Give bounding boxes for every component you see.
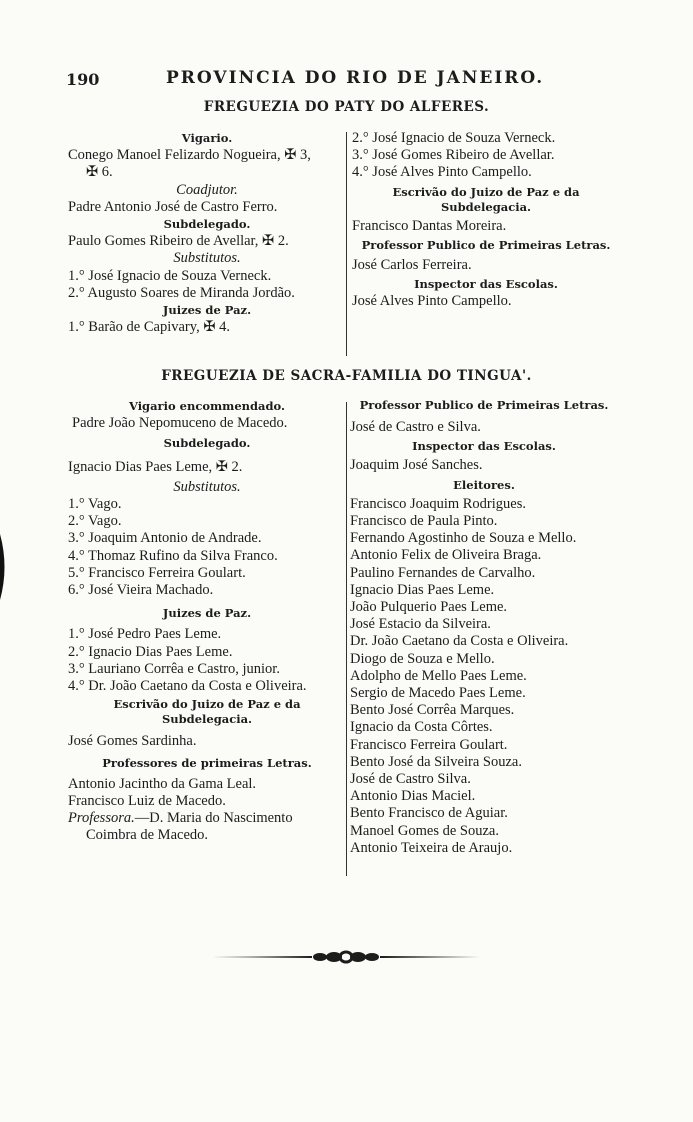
coadjutor-name: Padre Antonio José de Castro Ferro. <box>68 198 278 215</box>
section1-right-column <box>352 130 620 310</box>
list-item: 4.° Thomaz Rufino da Silva Franco. <box>68 547 278 564</box>
column-rule <box>346 402 347 876</box>
list-item: 2.° José Ignacio de Souza Verneck. <box>352 130 556 146</box>
list-item: Francisco Luiz de Macedo. <box>68 792 226 809</box>
list-item: Antonio Felix de Oliveira Braga. <box>350 547 542 564</box>
vigario-name-cont: ✠ 6. <box>86 164 113 181</box>
list-item: José Estacio da Silveira. <box>350 616 491 633</box>
professor-heading: Professor Publico de Primeiras Letras. <box>359 398 609 412</box>
running-title: PROVINCIA DO RIO DE JANEIRO. <box>166 68 545 88</box>
vigario-heading: Vigario encommendado. <box>128 399 286 413</box>
list-item: Manoel Gomes de Souza. <box>350 822 499 839</box>
binding-shadow <box>0 534 10 600</box>
column-rule <box>346 132 347 356</box>
professora-line <box>68 810 346 827</box>
ornament-divider <box>212 948 480 966</box>
list-item: Adolpho de Mello Paes Leme. <box>350 667 527 684</box>
section2-title: FREGUEZIA DE SACRA-FAMILIA DO TINGUA'. <box>161 368 532 384</box>
list-item: 1.° Barão de Capivary, ✠ 4. <box>68 319 230 336</box>
list-item: Sergio de Macedo Paes Leme. <box>350 685 526 702</box>
list-item: Paulino Fernandes de Carvalho. <box>350 564 536 581</box>
juizes-heading: Juizes de Paz. <box>162 606 252 621</box>
list-item: Dr. João Caetano da Costa e Oliveira. <box>350 633 569 650</box>
subdelegado-heading: Subdelegado. <box>163 436 251 451</box>
list-item: Bento José Corrêa Marques. <box>350 702 515 719</box>
list-item: Diogo de Souza e Mello. <box>350 650 495 667</box>
coadjutor-heading: Coadjutor. <box>176 181 238 198</box>
inspector-name: José Alves Pinto Campello. <box>352 293 512 310</box>
list-item: Bento José da Silveira Souza. <box>350 753 522 770</box>
list-item: Antonio Jacintho da Gama Leal. <box>68 775 257 792</box>
list-item: Francisco de Paula Pinto. <box>350 513 498 530</box>
list-item: 1.° José Pedro Paes Leme. <box>68 626 222 643</box>
list-item: 3.° Lauriano Corrêa e Castro, junior. <box>68 660 280 677</box>
list-item: 3.° José Gomes Ribeiro de Avellar. <box>352 147 555 164</box>
professor-name: José de Castro e Silva. <box>350 419 481 435</box>
list-item: João Pulquerio Paes Leme. <box>350 599 508 616</box>
inspector-heading: Inspector das Escolas. <box>412 439 556 454</box>
eleitores-heading: Eleitores. <box>453 477 515 492</box>
list-item: 1.° Vago. <box>68 496 122 513</box>
list-item: 1.° José Ignacio de Souza Verneck. <box>68 267 272 284</box>
substitutos-heading: Substitutos. <box>173 250 241 267</box>
list-item: 2.° Augusto Soares de Miranda Jordão. <box>68 284 295 301</box>
professora-name: —D. Maria do Nascimento <box>134 810 293 827</box>
inspector-name: Joaquim José Sanches. <box>350 457 483 474</box>
list-item: Francisco Ferreira Goulart. <box>350 736 508 753</box>
list-item: 2.° Vago. <box>68 513 122 530</box>
section2-right-column <box>350 398 618 857</box>
list-item: Antonio Dias Maciel. <box>350 788 476 805</box>
escrivao-name: José Gomes Sardinha. <box>68 733 197 750</box>
professor-name: José Carlos Ferreira. <box>352 256 472 273</box>
professores-heading: Professores de primeiras Letras. <box>102 756 312 771</box>
professor-heading: Professor Publico de Primeiras Letras. <box>361 237 611 252</box>
substitutos-heading: Substitutos. <box>173 478 241 495</box>
professora-label: Professora. <box>68 810 135 827</box>
section2-left-column <box>68 398 346 844</box>
section1-title: FREGUEZIA DO PATY DO ALFERES. <box>203 99 490 115</box>
list-item: Francisco Joaquim Rodrigues. <box>350 495 526 512</box>
juizes-heading: Juizes de Paz. <box>162 303 252 318</box>
escrivao-heading: Escrivão do Juizo de Paz e da Subdelegacia. <box>113 697 301 727</box>
list-item: Fernando Agostinho de Souza e Mello. <box>350 530 577 547</box>
subdelegado-heading: Subdelegado. <box>163 217 251 232</box>
list-item: 5.° Francisco Ferreira Goulart. <box>68 564 246 581</box>
section1-left-column <box>68 130 346 336</box>
page-number: 190 <box>66 70 100 89</box>
list-item: Ignacio Dias Paes Leme. <box>350 581 495 598</box>
list-item: 2.° Ignacio Dias Paes Leme. <box>68 643 233 660</box>
list-item: Ignacio da Costa Côrtes. <box>350 719 493 736</box>
list-item: 4.° Dr. João Caetano da Costa e Oliveira. <box>68 678 307 695</box>
vigario-name: Padre João Nepomuceno de Macedo. <box>72 415 288 432</box>
list-item: José de Castro Silva. <box>350 771 471 788</box>
professora-name-cont: Coimbra de Macedo. <box>86 827 209 844</box>
vigario-heading: Vigario. <box>181 131 233 145</box>
subdelegado-name: Ignacio Dias Paes Leme, ✠ 2. <box>68 458 243 475</box>
list-item: 3.° Joaquim Antonio de Andrade. <box>68 530 262 547</box>
list-item: 6.° José Vieira Machado. <box>68 582 214 599</box>
list-item: Bento Francisco de Aguiar. <box>350 805 508 822</box>
subdelegado-name: Paulo Gomes Ribeiro de Avellar, ✠ 2. <box>68 233 289 250</box>
list-item: Antonio Teixeira de Araujo. <box>350 839 513 856</box>
inspector-heading: Inspector das Escolas. <box>414 277 558 292</box>
vigario-name: Conego Manoel Felizardo Nogueira, ✠ 3, <box>68 147 311 164</box>
escrivao-heading: Escrivão do Juizo de Paz e da Subdelegacia. <box>392 184 580 214</box>
escrivao-name: Francisco Dantas Moreira. <box>352 217 507 234</box>
list-item: 4.° José Alves Pinto Campello. <box>352 164 532 181</box>
